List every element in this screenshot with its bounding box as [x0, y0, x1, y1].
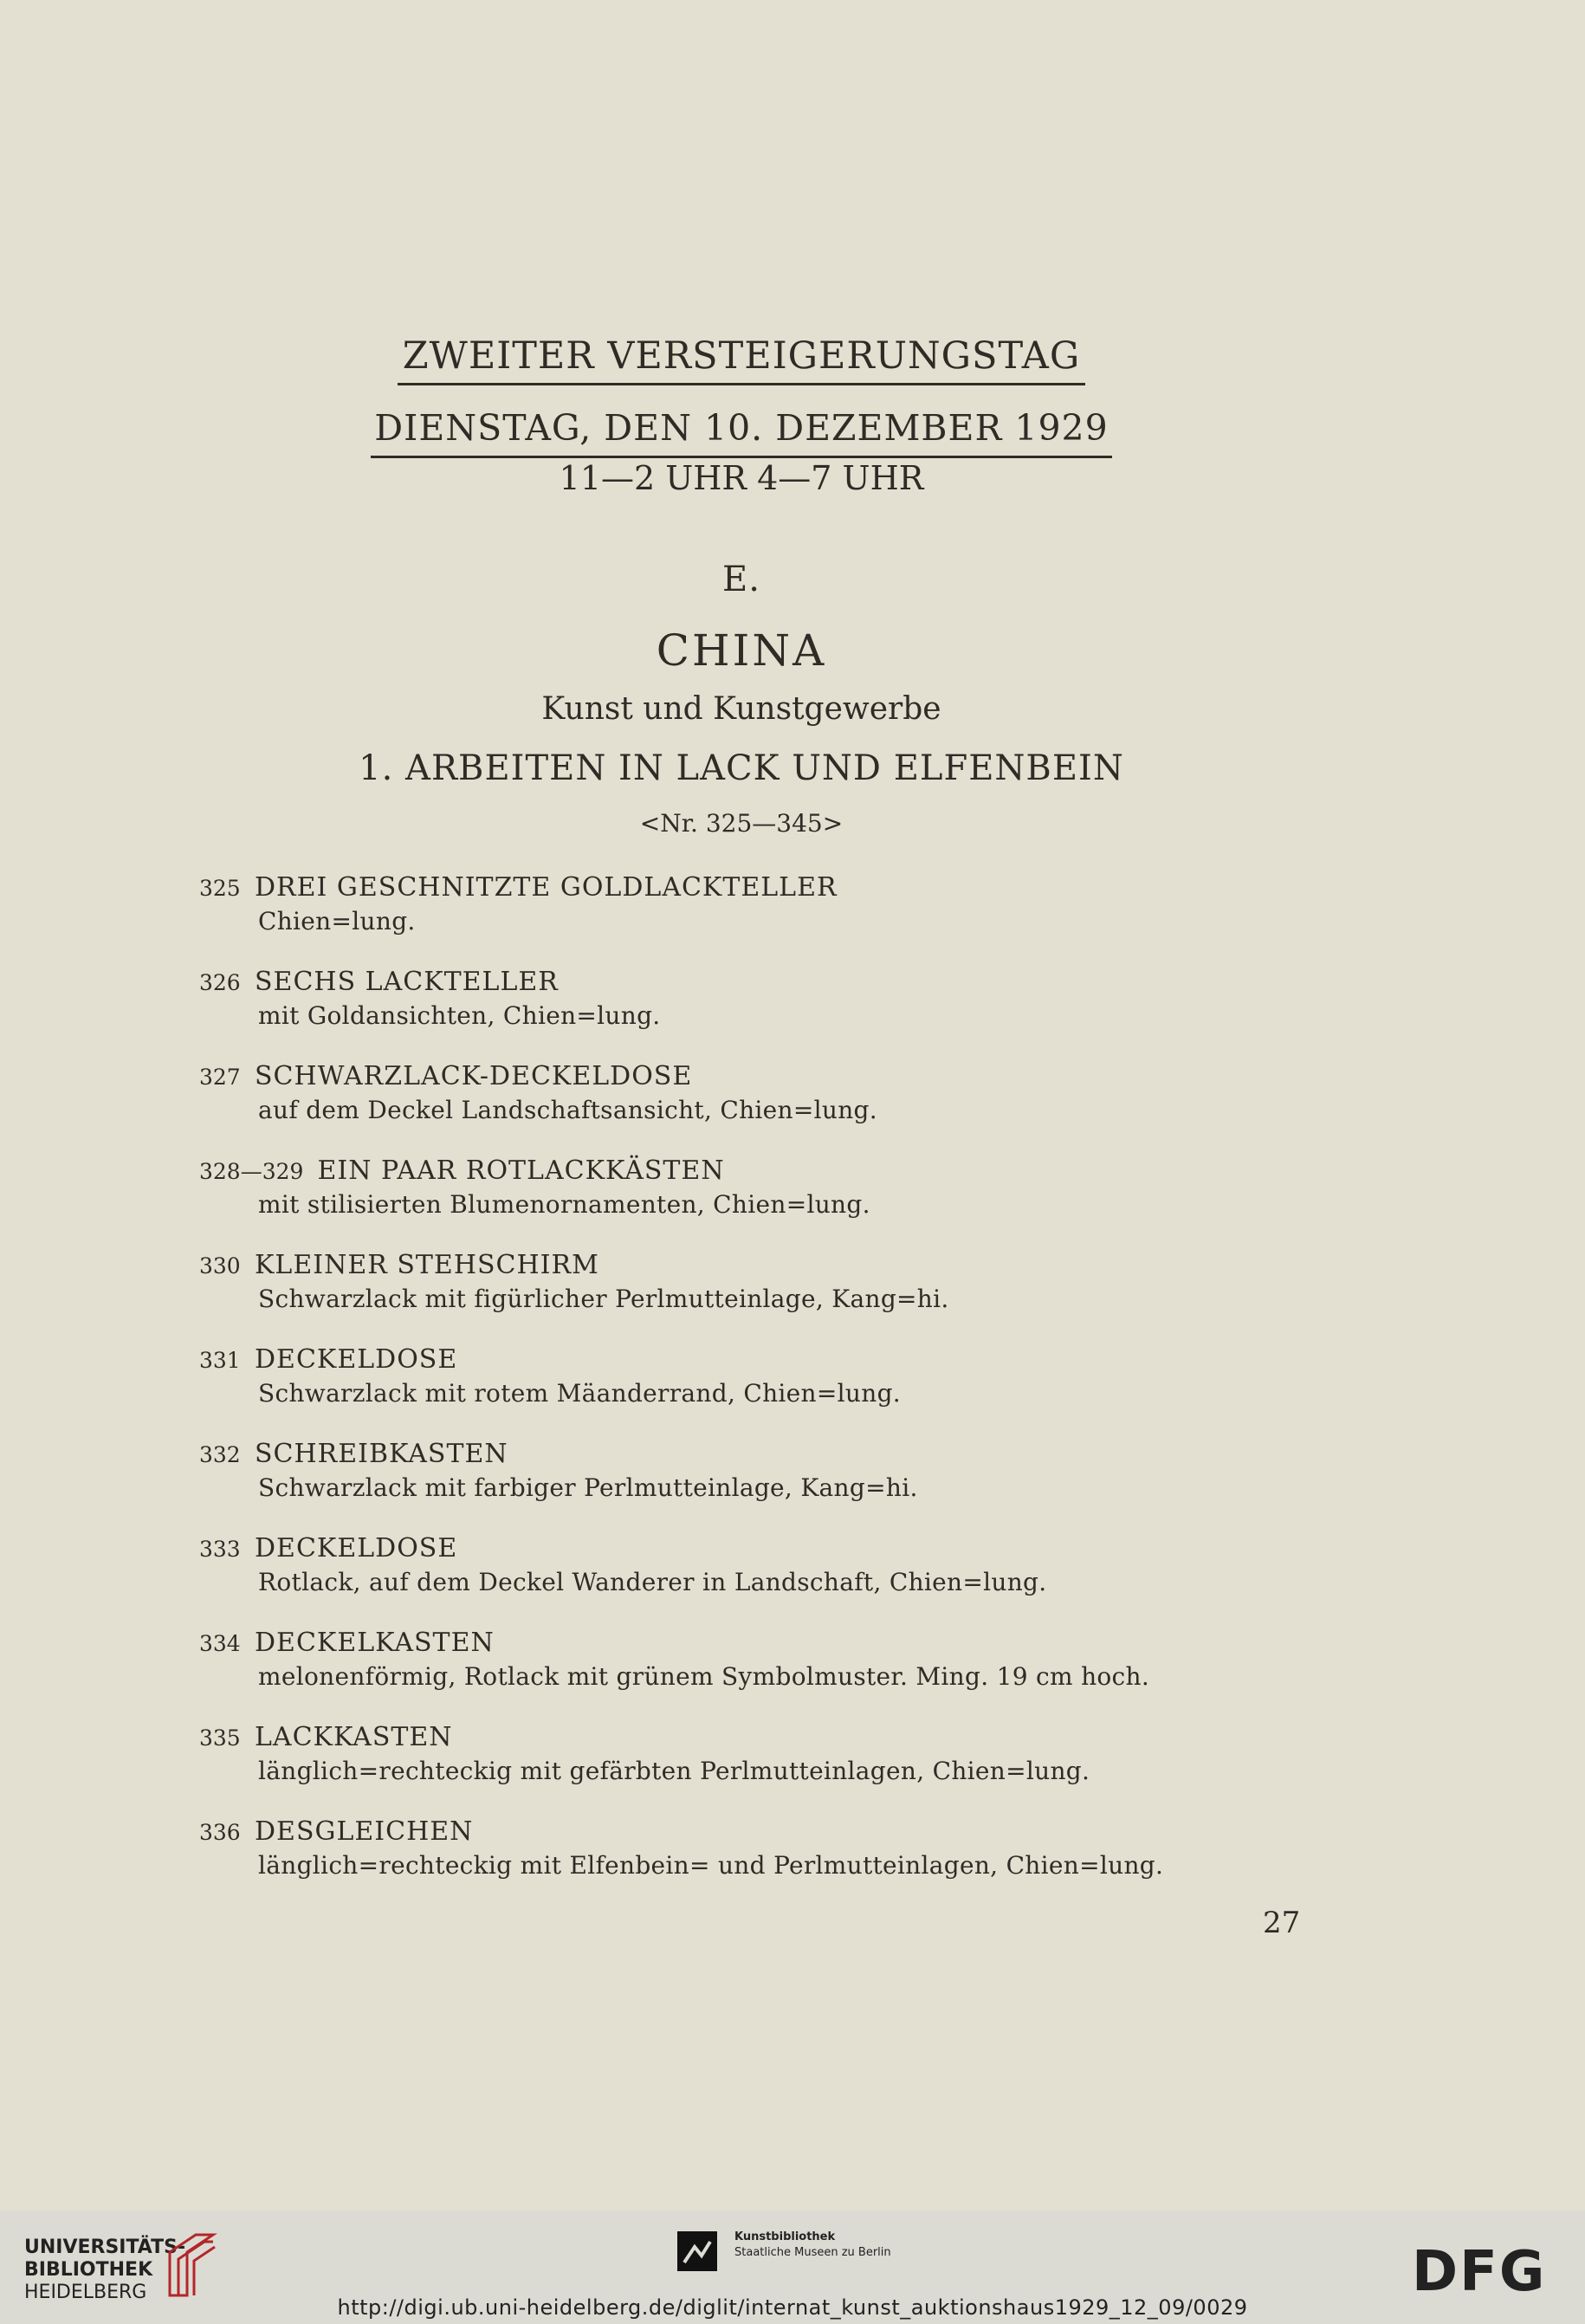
lot-title: KLEINER STEHSCHIRM: [255, 1250, 599, 1280]
lot-description: mit Goldansichten, Chien=lung.: [258, 1001, 661, 1030]
lot-number: 335: [199, 1725, 241, 1751]
lot-description: melonenförmig, Rotlack mit grünem Symbolmuster. Ming. 19 cm hoch.: [258, 1662, 1150, 1691]
lot-title: DECKELDOSE: [255, 1533, 458, 1563]
lot-title: DESGLEICHEN: [255, 1816, 474, 1847]
lot-description: Chien=lung.: [258, 907, 416, 935]
lot-number: 333: [199, 1537, 241, 1562]
lot-number: 326: [199, 970, 241, 995]
lot-title: EIN PAAR ROTLACKKÄSTEN: [317, 1156, 725, 1186]
ub-heidelberg-logo-text: UNIVERSITÄTS- BIBLIOTHEK HEIDELBERG: [24, 2237, 186, 2303]
lot-entry: [199, 1438, 1273, 1532]
lot-description: Rotlack, auf dem Deckel Wanderer in Landschaft, Chien=lung.: [258, 1568, 1047, 1596]
lot-description: länglich=rechteckig mit Elfenbein= und Perlmutteinlagen, Chien=lung.: [258, 1851, 1164, 1880]
lot-description: länglich=rechteckig mit gefärbten Perlmutteinlagen, Chien=lung.: [258, 1757, 1090, 1785]
lot-entry: [199, 966, 1273, 1060]
group-heading: 1. ARBEITEN IN LACK UND ELFENBEIN: [359, 748, 1124, 788]
lot-description: Schwarzlack mit figürlicher Perlmutteinlage, Kang=hi.: [258, 1285, 949, 1313]
kunstbibliothek-logo-icon: [676, 2230, 719, 2273]
lot-list: [199, 871, 1273, 1910]
kunstbibliothek-label: Kunstbibliothek Staatliche Museen zu Berlin: [734, 2230, 891, 2259]
lot-number: 334: [199, 1631, 241, 1656]
lot-entry: [199, 1627, 1273, 1721]
lot-entry: [199, 871, 1273, 966]
lot-title: SCHREIBKASTEN: [255, 1439, 508, 1469]
lot-entry: [199, 1060, 1273, 1155]
lot-entry: [199, 1249, 1273, 1343]
auction-hours: 11—2 UHR 4—7 UHR: [559, 459, 924, 497]
lot-description: Schwarzlack mit farbiger Perlmutteinlage, Kang=hi.: [258, 1473, 918, 1502]
lot-description: mit stilisierten Blumenornamenten, Chien=lung.: [258, 1190, 870, 1219]
dfg-logo: DFG: [1412, 2240, 1547, 2304]
lot-entry: [199, 1721, 1273, 1816]
lot-title: LACKKASTEN: [255, 1722, 453, 1752]
lot-entry: [199, 1816, 1273, 1910]
lot-range: <Nr. 325—345>: [639, 809, 844, 838]
page-number: 27: [1263, 1906, 1301, 1940]
lot-title: SECHS LACKTELLER: [255, 967, 559, 997]
section-subtitle: Kunst und Kunstgewerbe: [541, 691, 941, 727]
lot-title: DREI GESCHNITZTE GOLDLACKTELLER: [255, 872, 838, 903]
lot-title: DECKELKASTEN: [255, 1628, 495, 1658]
lot-entry: [199, 1343, 1273, 1438]
permalink-url[interactable]: http://digi.ub.uni-heidelberg.de/diglit/internat_kunst_auktionshaus1929_12_09/0029: [337, 2295, 1248, 2320]
lot-number: 327: [199, 1065, 241, 1090]
lot-title: DECKELDOSE: [255, 1344, 458, 1375]
section-title: CHINA: [656, 625, 827, 676]
lot-description: auf dem Deckel Landschaftsansicht, Chien=lung.: [258, 1096, 877, 1124]
viewer-footer: [0, 2211, 1585, 2324]
lot-number: 336: [199, 1820, 241, 1845]
lot-number: 328—329: [199, 1159, 304, 1184]
lot-number: 330: [199, 1253, 241, 1279]
section-letter: E.: [722, 560, 760, 599]
ub-heidelberg-logo-icon: [161, 2226, 222, 2302]
auction-day-heading: ZWEITER VERSTEIGERUNGSTAG: [0, 334, 1483, 378]
lot-number: 331: [199, 1348, 241, 1373]
lot-number: 332: [199, 1442, 241, 1467]
auction-date: DIENSTAG, DEN 10. DEZEMBER 1929: [0, 407, 1483, 449]
lot-number: 325: [199, 876, 241, 901]
lot-entry: [199, 1532, 1273, 1627]
lot-title: SCHWARZLACK-DECKELDOSE: [255, 1061, 693, 1091]
lot-description: Schwarzlack mit rotem Mäanderrand, Chien=lung.: [258, 1379, 901, 1408]
lot-entry: [199, 1155, 1273, 1249]
